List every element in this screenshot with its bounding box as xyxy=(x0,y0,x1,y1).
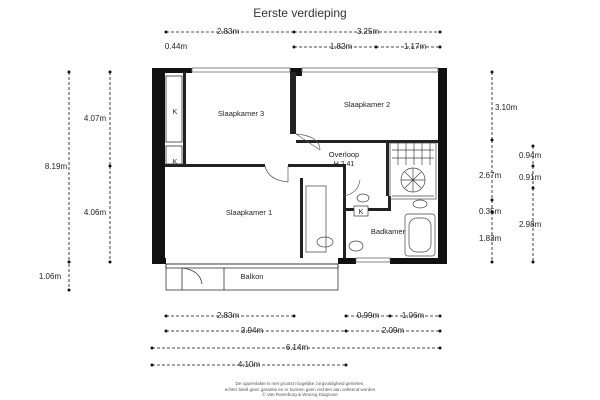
dim-top-1-17: 1.17m xyxy=(403,42,427,51)
bathroom-fixtures xyxy=(306,186,435,256)
room-label-slaapkamer-2: Slaapkamer 2 xyxy=(343,100,391,109)
room-label-balkon: Balkon xyxy=(240,272,264,281)
footer-line-1: De oppervlakte is met grootst mogelijke zorgvuldigheid gemeten, xyxy=(235,381,365,386)
staircase xyxy=(390,143,436,199)
dim-top-0-44: 0.44m xyxy=(164,42,188,51)
dim-left-4-06: 4.06m xyxy=(83,208,107,217)
dim-right-0-91: 0.91m xyxy=(519,173,542,182)
footer-line-2: echter biedt geen garantie en er kunnen geen rechten aan ontleend worden xyxy=(224,386,376,392)
dim-right-0-35: 0.35m xyxy=(479,207,502,216)
bottom-windows xyxy=(356,258,390,262)
footer-disclaimer xyxy=(150,381,450,398)
closet-mark-2: K xyxy=(172,159,178,166)
dim-left-4-07: 4.07m xyxy=(83,114,107,123)
dim-bottom-1-06: 1.06m xyxy=(401,311,425,320)
dim-bottom-2-83: 2.83m xyxy=(216,311,240,320)
room-label-slaapkamer-1: Slaapkamer 1 xyxy=(225,208,273,217)
dim-bottom-3-94: 3.94m xyxy=(240,326,264,335)
dim-left-8-19: 8.19m xyxy=(44,162,68,171)
closet-mark-3: K xyxy=(358,209,364,216)
dim-right-2-67: 2.67m xyxy=(479,171,502,180)
dim-left-1-06: 1.06m xyxy=(38,272,62,281)
closets-left xyxy=(166,76,182,164)
floor-title: Eerste verdieping xyxy=(253,6,347,20)
left-dimensions xyxy=(69,72,110,290)
top-dimensions xyxy=(166,32,440,47)
room-label-slaapkamer-3: Slaapkamer 3 xyxy=(217,109,265,118)
top-windows xyxy=(192,68,438,72)
top-dimension-ticks xyxy=(165,31,442,49)
dim-right-1-83: 1.83m xyxy=(479,234,502,243)
dim-bottom-2-09: 2.09m xyxy=(381,326,405,335)
closet-mark-1: K xyxy=(172,109,178,116)
dim-top-3-25: 3.25m xyxy=(356,27,380,36)
bottom-dimension-ticks xyxy=(151,315,442,367)
bottom-dimensions xyxy=(152,316,440,365)
left-dimension-ticks xyxy=(68,71,112,292)
room-label-overloop-height: H 2.41 xyxy=(333,161,355,168)
dim-right-2-98: 2.98m xyxy=(519,220,542,229)
dim-top-2-83: 2.83m xyxy=(216,27,240,36)
dim-bottom-6-14: 6.14m xyxy=(285,343,309,352)
dim-bottom-0-99: 0.99m xyxy=(356,311,380,320)
dim-top-1-82: 1.82m xyxy=(329,42,353,51)
dim-right-3-10: 3.10m xyxy=(495,103,518,112)
dim-bottom-4-10: 4.10m xyxy=(237,360,261,369)
footer-line-3: © Van Roemburg & Woning Diagnose xyxy=(262,392,338,397)
room-label-badkamer: Badkamer xyxy=(370,227,406,236)
room-label-overloop: Overloop xyxy=(328,150,360,159)
dim-right-0-94: 0.94m xyxy=(519,151,542,160)
